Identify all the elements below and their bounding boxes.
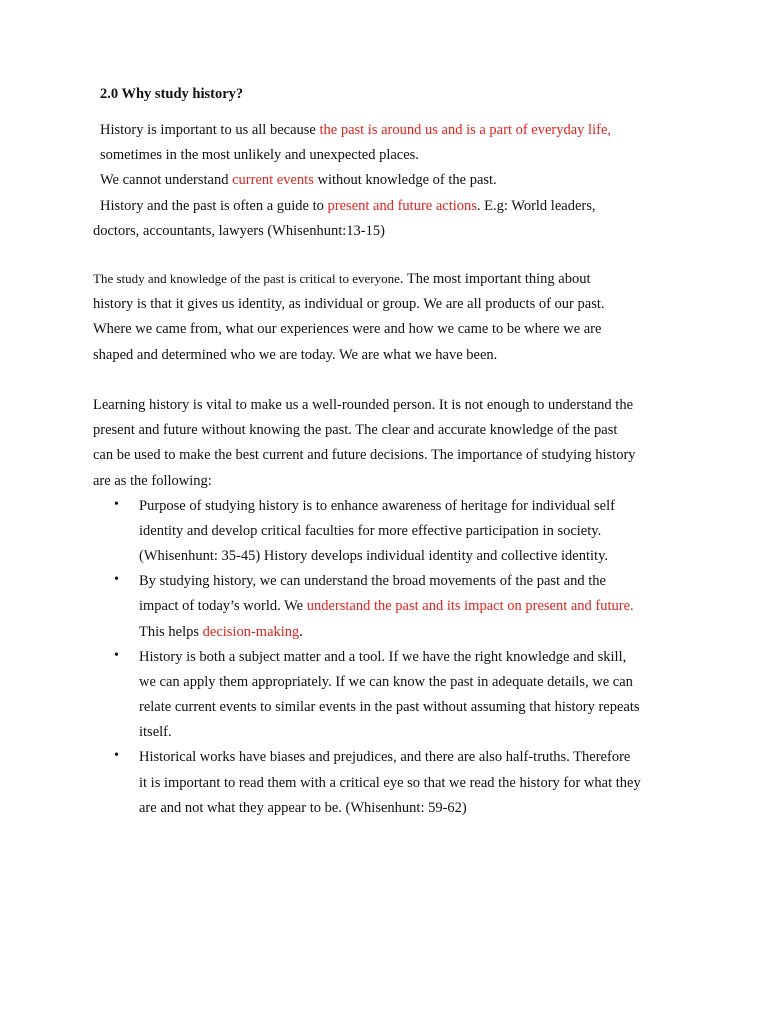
para3-line-3: can be used to make the best current and future decisions. The importance of studying history [93,447,636,463]
para2-line-4: shaped and determined who we are today. We are what we have been. [93,347,498,363]
intro-line-3 [100,171,497,189]
bullet1-line-2: identity and develop critical faculties for more effective participation in society. [139,523,602,539]
highlight-text: decision-making [202,624,300,640]
bullet4-line-2: it is important to read them with a critical eye so that we read the history for what they [139,775,641,791]
bullet2-line-2 [139,597,634,615]
bullet-text: This helps [139,624,203,640]
intro-text: History is important to us all because [100,122,320,138]
bullet-marker: • [114,648,119,663]
intro-text: History and the past is often a guide to [100,198,328,214]
para2-line-1 [93,270,591,288]
para3-line-2: present and future without knowing the past. The clear and accurate knowledge of the past [93,422,618,438]
bullet3-line-4: itself. [139,724,172,740]
intro-line-1 [100,121,611,139]
intro-line-4 [100,197,596,215]
para3-line-1: Learning history is vital to make us a well-rounded person. It is not enough to understand the [93,397,634,413]
bullet-text: impact of today’s world. We [139,598,307,614]
para2-text: . The most important thing about [399,271,591,287]
bullet2-line-3 [139,623,303,641]
bullet4-line-1: Historical works have biases and prejudices, and there are also half-truths. Therefore [139,749,631,765]
bullet1-line-1: Purpose of studying history is to enhance awareness of heritage for individual self [139,498,615,514]
intro-text: . E.g: World leaders, [476,198,596,214]
bullet3-line-3: relate current events to similar events in the past without assuming that history repeats [139,699,640,715]
bullet-marker: • [114,497,119,512]
bullet4-line-3: are and not what they appear to be. (Whisenhunt: 59-62) [139,800,467,816]
highlight-text: the past is around us and is a part of everyday life, [319,122,612,138]
highlight-text: current events [232,172,314,188]
section-heading: 2.0 Why study history? [100,86,244,102]
bullet-marker: • [114,572,119,587]
bullet3-line-1: History is both a subject matter and a tool. If we have the right knowledge and skill, [139,649,627,665]
intro-line-5: doctors, accountants, lawyers (Whisenhunt:13-15) [93,223,385,239]
para2-line-3: Where we came from, what our experiences were and how we came to be where we are [93,321,602,337]
intro-text: without knowledge of the past. [313,172,497,188]
bullet2-line-1: By studying history, we can understand the broad movements of the past and the [139,573,606,589]
bullet-marker: • [114,748,119,763]
bullet1-line-3: (Whisenhunt: 35-45) History develops individual identity and collective identity. [139,548,609,564]
highlight-text: present and future actions [327,198,477,214]
highlight-text: understand the past and its impact on present and future. [306,598,634,614]
para2-line-2: history is that it gives us identity, as individual or group. We are all products of our past. [93,296,605,312]
para2-small-text: The study and knowledge of the past is critical to everyone [93,271,400,286]
para3-line-4: are as the following: [93,473,212,489]
bullet-text: . [299,624,303,640]
intro-line-2: sometimes in the most unlikely and unexpected places. [100,147,419,163]
intro-text: We cannot understand [100,172,233,188]
bullet3-line-2: we can apply them appropriately. If we can know the past in adequate details, we can [139,674,633,690]
